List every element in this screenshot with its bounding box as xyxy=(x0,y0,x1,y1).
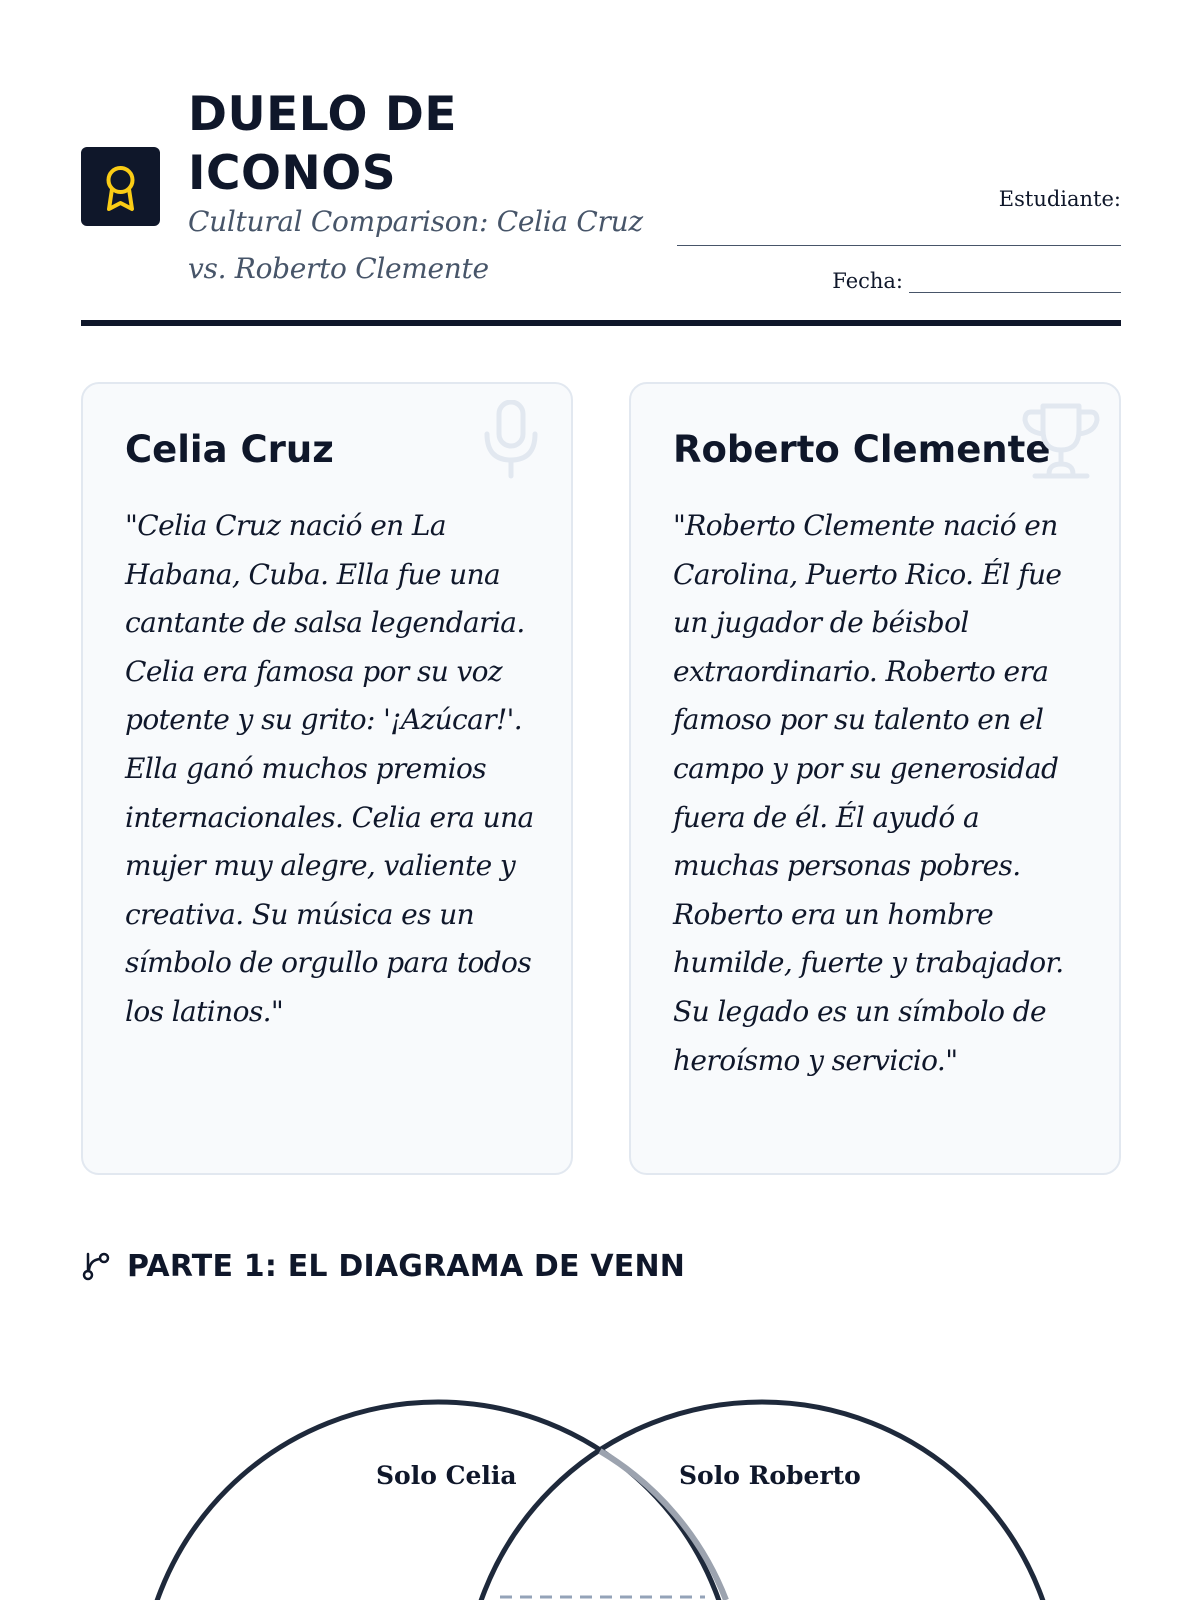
worksheet-subtitle: Cultural Comparison: Celia Cruz vs. Roberto Clemente xyxy=(188,205,643,285)
section-part-1-header xyxy=(81,1246,685,1286)
award-ribbon-icon xyxy=(81,147,160,226)
worksheet-header xyxy=(81,80,1121,328)
venn-circle-left xyxy=(140,1402,736,1600)
card-roberto-clemente xyxy=(629,382,1121,1175)
date-field[interactable] xyxy=(909,273,1121,293)
student-name-field[interactable] xyxy=(677,245,1121,246)
git-branch-icon xyxy=(81,1250,111,1282)
venn-label-solo-celia: Solo Celia xyxy=(376,1461,517,1490)
card-celia-cruz xyxy=(81,382,573,1175)
venn-label-solo-roberto: Solo Roberto xyxy=(679,1461,861,1490)
title-line-1: DUELO DE xyxy=(188,87,457,142)
title-line-2: ICONOS xyxy=(188,146,397,201)
trophy-icon xyxy=(1021,400,1101,480)
award-badge xyxy=(81,147,160,226)
date-row xyxy=(832,263,1121,293)
date-label: Fecha: xyxy=(832,269,903,293)
worksheet-title xyxy=(188,85,457,203)
venn-circle-right xyxy=(464,1402,1060,1600)
venn-circles xyxy=(0,1360,1200,1600)
venn-diagram xyxy=(0,1360,1200,1600)
card-celia-name: Celia Cruz xyxy=(125,428,334,471)
header-divider xyxy=(81,320,1121,326)
student-label: Estudiante: xyxy=(998,187,1121,211)
section-part-1-title: PARTE 1: EL DIAGRAMA DE VENN xyxy=(127,1248,686,1284)
card-roberto-name: Roberto Clemente xyxy=(673,428,1051,471)
card-celia-text: "Celia Cruz nació en La Habana, Cuba. Ella fue una cantante de salsa legendaria. Celia era famosa por su voz potente y su grito: '¡Azúcar!'. Ella ganó muchos premios internacionales. Celia era una mujer muy alegre, valiente y creativa. Su música es un símbolo de orgullo para todos los latinos." xyxy=(125,509,534,1028)
microphone-icon xyxy=(481,400,541,480)
card-roberto-text: "Roberto Clemente nació en Carolina, Puerto Rico. Él fue un jugador de béisbol extraordinario. Roberto era famoso por su talento en el campo y por su generosidad fuera de él. Él ayudó a muchas personas pobres. Roberto era un hombre humilde, fuerte y trabajador. Su legado es un símbolo de heroísmo y servicio." xyxy=(673,509,1064,1077)
